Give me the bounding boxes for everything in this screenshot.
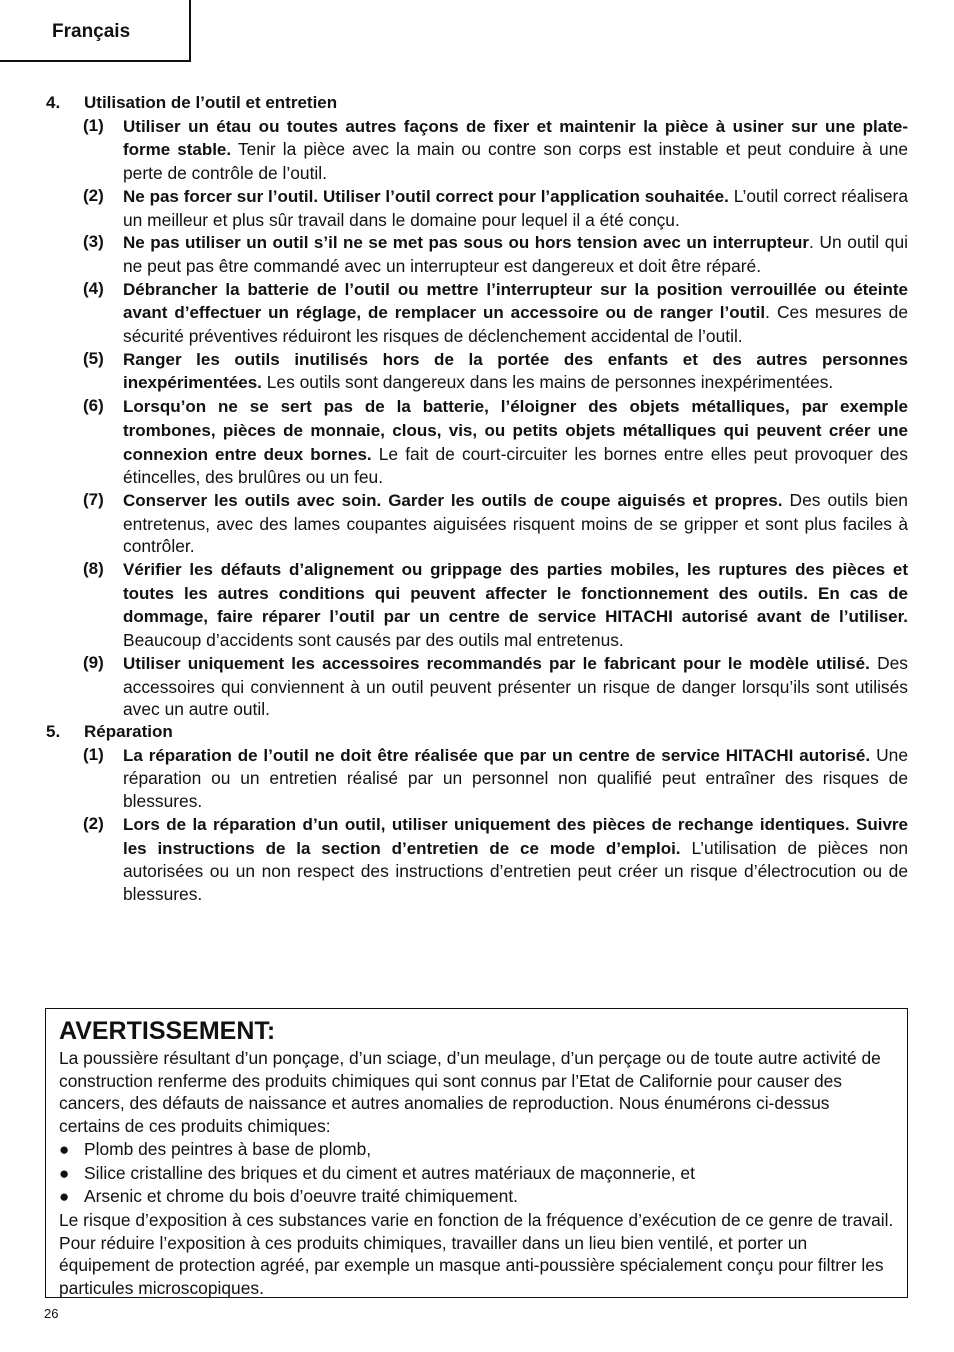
section-title: Utilisation de l’outil et entretien bbox=[84, 93, 338, 112]
list-item bbox=[46, 231, 908, 277]
item-bold-text: Utiliser un étau ou toutes autres façons de fixer et maintenir la pièce à usiner sur une plate-forme stable. bbox=[123, 116, 908, 160]
item-bold-text: Ne pas forcer sur l’outil. Utiliser l’outil correct pour l’application souhaitée. bbox=[123, 186, 729, 206]
list-item bbox=[46, 489, 908, 558]
item-bold-text: Ne pas utiliser un outil s’il ne se met pas sous ou hors tension avec un interrupteur bbox=[123, 233, 809, 253]
language-label: Français bbox=[52, 21, 131, 42]
bullet-icon: ● bbox=[59, 1187, 70, 1207]
section-heading bbox=[46, 92, 908, 115]
item-number: (2) bbox=[83, 185, 104, 205]
item-number: (4) bbox=[83, 278, 104, 298]
item-number: (3) bbox=[83, 232, 104, 252]
warning-closing: Le risque d’exposition à ces substances varie en fonction de la fréquence d’exécution de ce genre de travail. Pour réduire l’exposition à ces produits chimiques, travailler dans un lieu bien ventilé, et porter un équipement de protection agréé, par exemple un masque anti-poussière spécialement conçu pour filtrer les particules microscopiques. bbox=[59, 1209, 894, 1299]
item-text: Beaucoup d’accidents sont causés par des outils mal entretenus. bbox=[123, 630, 624, 651]
list-item bbox=[46, 652, 908, 721]
warning-intro: La poussière résultant d’un ponçage, d’un sciage, d’un meulage, d’un perçage ou de toute autre activité de construction renferme des produits chimiques qui sont connus par l’Etat de Californie pour causer des cancers, des défauts de naissance et autres anomalies de reproduction. Nous énumérons ci-dessus certains de ces produits chimiques: bbox=[59, 1048, 881, 1137]
item-text: Le fait de court-circuiter les bornes entre elles peut provoquer des étincelles, des brulûres ou un feu. bbox=[123, 443, 908, 488]
item-bold-text: La réparation de l’outil ne doit être réalisée que par un centre de service HITACHI autorisé. bbox=[123, 745, 871, 765]
item-number: (8) bbox=[83, 559, 104, 579]
warning-bullet bbox=[59, 1138, 895, 1162]
section-number: 4. bbox=[46, 93, 61, 112]
item-text: . Ces mesures de sécurité préventives réduiront les risques de déclenchement accidental de l’outil. bbox=[123, 302, 908, 347]
list-item bbox=[46, 813, 908, 906]
bullet-text: Plomb des peintres à base de plomb, bbox=[84, 1138, 372, 1159]
section-title: Réparation bbox=[84, 721, 173, 741]
list-item bbox=[46, 185, 908, 231]
instructions-content bbox=[46, 92, 908, 906]
list-item bbox=[46, 278, 908, 348]
item-number: (9) bbox=[83, 652, 104, 672]
warning-title: AVERTISSEMENT: bbox=[59, 1017, 276, 1045]
bullet-text: Silice cristalline des briques et du ciment et autres matériaux de maçonnerie, et bbox=[84, 1162, 695, 1183]
page-number: 26 bbox=[44, 1306, 59, 1321]
item-text: L’outil correct réalisera un meilleur et plus sûr travail dans le domaine pour lequel il a été conçu. bbox=[123, 185, 908, 230]
list-item bbox=[46, 744, 908, 813]
item-number: (1) bbox=[83, 115, 104, 135]
list-item bbox=[46, 348, 908, 395]
item-text: Les outils sont dangereux dans les mains de personnes inexpérimentées. bbox=[261, 372, 834, 393]
section-heading bbox=[46, 721, 908, 744]
item-number: (2) bbox=[83, 813, 104, 833]
item-number: (1) bbox=[83, 744, 104, 764]
warning-bullet bbox=[59, 1162, 895, 1186]
bullet-icon: ● bbox=[59, 1163, 70, 1183]
item-number: (7) bbox=[83, 489, 104, 509]
item-bold-text: Utiliser uniquement les accessoires recommandés par le fabricant pour le modèle utilisé. bbox=[123, 653, 870, 673]
section-number: 5. bbox=[46, 721, 61, 741]
item-bold-text: Conserver les outils avec soin. Garder les outils de coupe aiguisés et propres. bbox=[123, 490, 783, 510]
bullet-icon: ● bbox=[59, 1139, 70, 1159]
item-text: . Un outil qui ne peut pas être commandé avec un interrupteur est dangereux et doit être réparé. bbox=[123, 232, 908, 276]
item-bold-text: Débrancher la batterie de l’outil ou mettre l’interrupteur sur la position verrouillée ou éteinte avant d’effectuer un réglage, de remplacer un accessoire ou de ranger l’outil bbox=[123, 279, 908, 323]
item-text: Des accessoires qui conviennent à un outil peuvent présenter un risque de danger lorsqu’ils sont utilisés avec un autre outil. bbox=[123, 652, 908, 720]
item-text: Une réparation ou un entretien réalisé par un personnel non qualifié peut entraîner des risques de blessures. bbox=[123, 744, 909, 812]
item-bold-text: Lorsqu’on ne se sert pas de la batterie, l’éloigner des objets métalliques, par exemple trombones, pièces de monnaie, clous, vis, ou petits objets métalliques qui peuvent créer une connexion entre deux bornes. bbox=[123, 397, 908, 464]
item-text: Tenir la pièce avec la main ou contre son corps est instable et peut conduire à une perte de contrôle de l’outil. bbox=[123, 139, 908, 184]
item-text: L’utilisation de pièces non autorisées ou un non respect des instructions d’entretien peut créer un risque d’électrocution ou de blessures. bbox=[123, 837, 908, 904]
bullet-text: Arsenic et chrome du bois d’oeuvre traité chimiquement. bbox=[84, 1186, 519, 1207]
item-bold-text: Ranger les outils inutilisés hors de la portée des enfants et des autres personnes inexpérimentées. bbox=[123, 349, 908, 393]
list-item bbox=[46, 395, 908, 489]
item-bold-text: Vérifier les défauts d’alignement ou grippage des parties mobiles, les ruptures des pièces et toutes les autres conditions qui peuvent affecter le fonctionnement des outils. En cas de dommage, faire réparer l’outil par un centre de service HITACHI autorisé avant de l’utiliser. bbox=[123, 560, 908, 627]
list-item bbox=[46, 115, 908, 185]
warning-box bbox=[45, 1008, 908, 1298]
item-number: (5) bbox=[83, 348, 104, 368]
list-item bbox=[46, 558, 908, 652]
item-text: Des outils bien entretenus, avec des lames coupantes aiguisées risquent moins de se gripper et sont plus faciles à contrôler. bbox=[123, 489, 908, 557]
language-tab bbox=[0, 0, 191, 62]
item-bold-text: Lors de la réparation d’un outil, utiliser uniquement des pièces de rechange identiques. Suivre les instructions de la section d’entretien de ce mode d’emploi. bbox=[123, 814, 908, 858]
warning-bullet bbox=[59, 1185, 895, 1209]
item-number: (6) bbox=[83, 396, 104, 416]
